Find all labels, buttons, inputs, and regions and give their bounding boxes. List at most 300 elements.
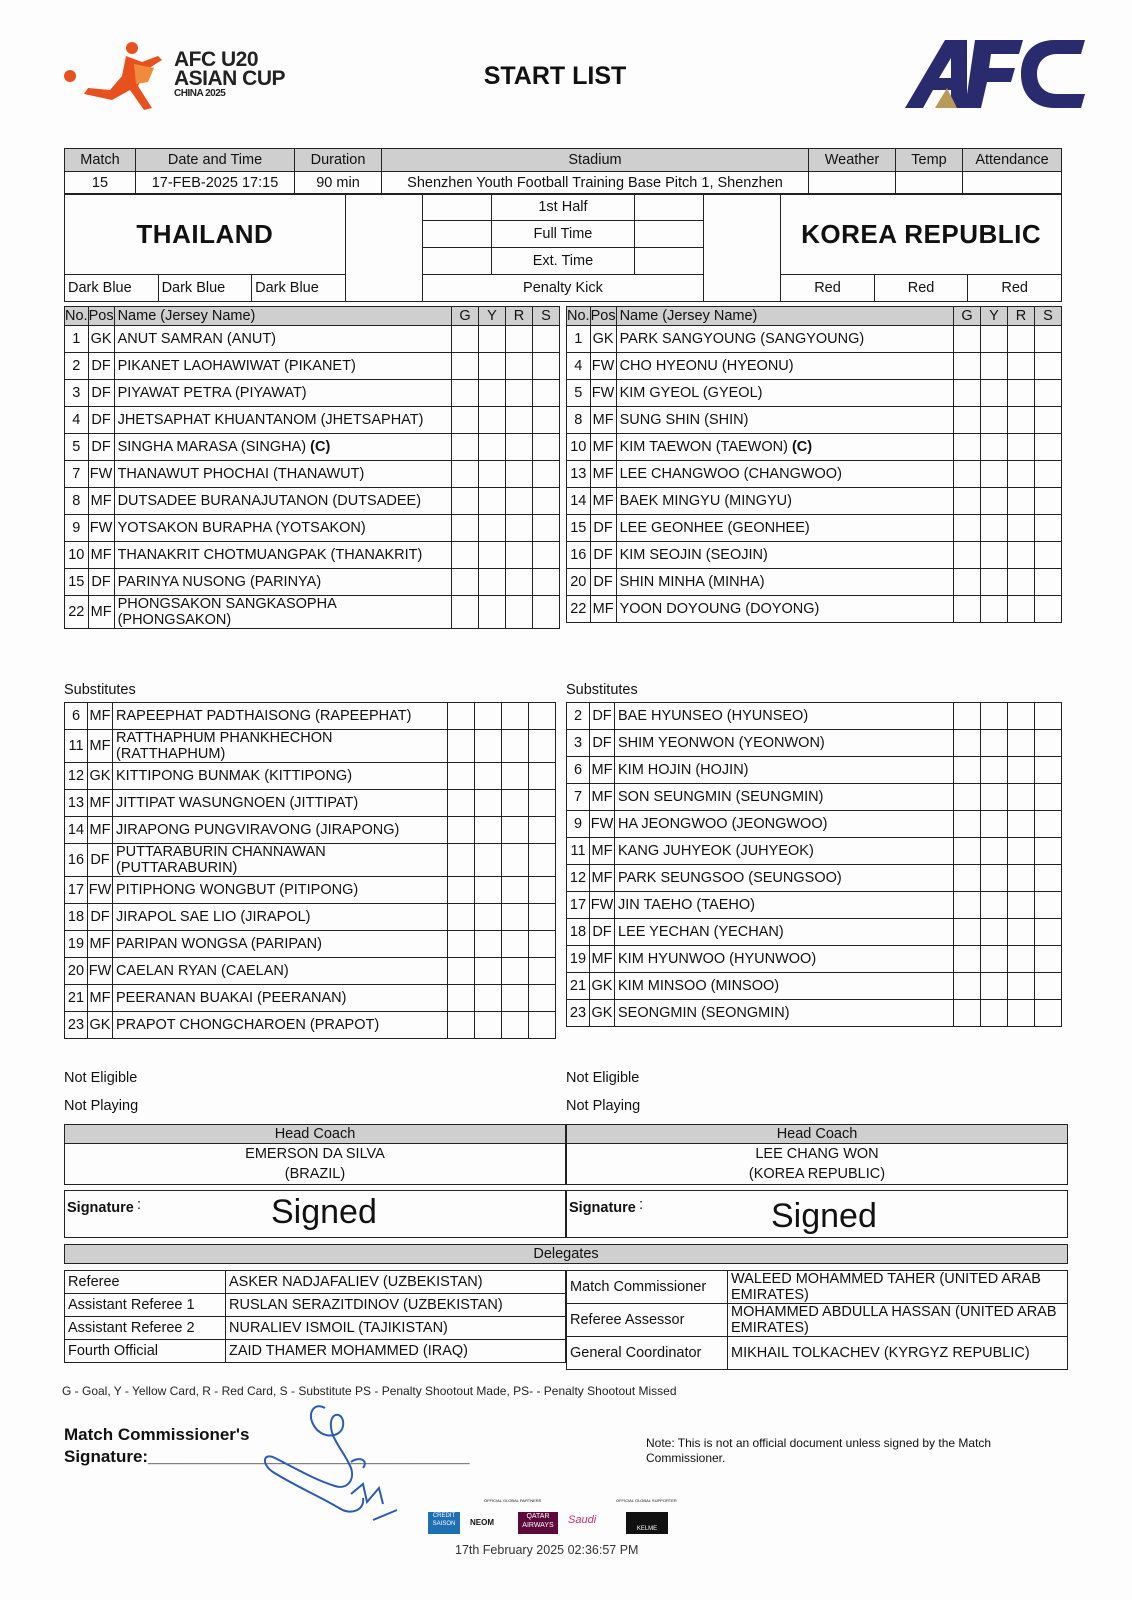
player-name-cell xyxy=(113,1012,448,1039)
yellow-cell xyxy=(981,784,1008,811)
sub-cell xyxy=(1035,542,1062,569)
stadium-name: Shenzhen Youth Football Training Base Pitch 1, Shenzhen xyxy=(382,172,809,195)
goal-cell xyxy=(954,407,981,434)
player-position: GK xyxy=(590,1000,615,1027)
player-name: KITTIPONG BUNMAK (KITTIPONG) xyxy=(116,768,353,784)
sub-cell xyxy=(1035,596,1062,623)
player-number: 7 xyxy=(567,784,590,811)
player-row xyxy=(567,838,1062,865)
goal-cell xyxy=(954,596,981,623)
player-row xyxy=(65,353,560,380)
player-position: DF xyxy=(590,730,615,757)
red-cell xyxy=(502,1012,529,1039)
header-no: No. xyxy=(567,308,590,324)
goal-cell xyxy=(452,596,479,629)
player-name-cell xyxy=(113,790,448,817)
goal-cell xyxy=(448,703,475,730)
player-row xyxy=(567,730,1062,757)
sponsor-qatar-airways: QATAR AIRWAYS xyxy=(518,1512,558,1534)
player-number: 15 xyxy=(65,569,89,596)
sub-cell xyxy=(1035,515,1062,542)
player-position: FW xyxy=(88,515,114,542)
player-number: 4 xyxy=(65,407,89,434)
sub-cell xyxy=(1035,380,1062,407)
player-name: ANUT SAMRAN (ANUT) xyxy=(117,331,277,347)
score-label-full-time: Full Time xyxy=(491,221,635,248)
yellow-cell xyxy=(475,844,502,877)
player-number: 6 xyxy=(65,703,88,730)
player-name: KANG JUHYEOK (JUHYEOK) xyxy=(618,843,814,859)
afc-logo-icon xyxy=(905,36,1095,116)
red-cell xyxy=(502,844,529,877)
player-name-cell xyxy=(616,353,953,380)
goal-cell xyxy=(954,811,981,838)
red-cell xyxy=(1008,353,1035,380)
red-cell xyxy=(1008,434,1035,461)
player-row xyxy=(65,817,556,844)
away-kit-3: Red xyxy=(968,275,1062,302)
sub-cell xyxy=(1035,811,1062,838)
red-cell xyxy=(502,790,529,817)
sub-cell xyxy=(1035,973,1062,1000)
header-g: G xyxy=(452,307,479,326)
delegate-role: Match Commissioner xyxy=(567,1271,728,1304)
player-row xyxy=(567,946,1062,973)
goal-cell xyxy=(448,958,475,985)
yellow-cell xyxy=(981,353,1008,380)
sub-cell xyxy=(1035,488,1062,515)
home-kit-2: Dark Blue xyxy=(158,275,252,302)
yellow-cell xyxy=(981,380,1008,407)
home-coach-name: EMERSON DA SILVA xyxy=(65,1144,566,1165)
player-number: 20 xyxy=(567,569,591,596)
player-position: MF xyxy=(590,865,615,892)
goal-cell xyxy=(954,461,981,488)
yellow-cell xyxy=(981,326,1008,353)
player-name-cell xyxy=(113,958,448,985)
player-number: 7 xyxy=(65,461,89,488)
match-number: 15 xyxy=(65,172,136,195)
yellow-cell xyxy=(981,892,1008,919)
sub-cell xyxy=(529,877,556,904)
player-position: FW xyxy=(88,461,114,488)
delegate-name: ASKER NADJAFALIEV (UZBEKISTAN) xyxy=(226,1271,566,1294)
sub-cell xyxy=(533,515,560,542)
sub-cell xyxy=(529,904,556,931)
header-name-jersey-name: Name (Jersey Name) xyxy=(616,307,953,326)
sub-cell xyxy=(529,844,556,877)
player-name: KIM MINSOO (MINSOO) xyxy=(618,978,780,994)
red-cell xyxy=(502,703,529,730)
goal-cell xyxy=(954,353,981,380)
player-name: LEE GEONHEE (GEONHEE) xyxy=(619,520,810,536)
player-position: FW xyxy=(590,892,615,919)
player-name: LEE CHANGWOO (CHANGWOO) xyxy=(619,466,842,482)
player-position: MF xyxy=(88,817,113,844)
delegate-row xyxy=(567,1271,1068,1304)
red-cell xyxy=(502,730,529,763)
away-substitutes-caption: Substitutes xyxy=(566,682,638,698)
player-row xyxy=(65,380,560,407)
delegate-row xyxy=(65,1317,566,1340)
player-row xyxy=(65,569,560,596)
player-name: SEONGMIN (SEONGMIN) xyxy=(618,1005,790,1021)
player-row xyxy=(65,844,556,877)
player-name: THANAWUT PHOCHAI (THANAWUT) xyxy=(117,466,365,482)
player-row xyxy=(65,434,560,461)
player-number: 11 xyxy=(65,730,88,763)
yellow-cell xyxy=(981,946,1008,973)
yellow-cell xyxy=(479,542,506,569)
player-position: MF xyxy=(88,730,113,763)
player-name: THANAKRIT CHOTMUANGPAK (THANAKRIT) xyxy=(117,547,423,563)
sub-cell xyxy=(533,569,560,596)
goal-cell xyxy=(448,985,475,1012)
player-name-cell xyxy=(615,811,954,838)
yellow-cell xyxy=(475,703,502,730)
yellow-cell xyxy=(981,757,1008,784)
away-starters-table xyxy=(566,306,1062,623)
goal-cell xyxy=(954,380,981,407)
player-row xyxy=(65,407,560,434)
header-name-jersey-name: Name (Jersey Name) xyxy=(114,307,451,326)
header-y: Y xyxy=(981,307,1008,326)
player-name: JIN TAEHO (TAEHO) xyxy=(618,897,755,913)
sub-cell xyxy=(533,596,560,629)
goal-cell xyxy=(448,817,475,844)
player-name-cell xyxy=(616,407,953,434)
player-position: MF xyxy=(88,596,114,629)
sub-cell xyxy=(1035,865,1062,892)
player-row xyxy=(567,569,1062,596)
home-not-playing: Not Playing xyxy=(64,1098,139,1114)
player-name: KIM TAEWON (TAEWON) xyxy=(619,439,788,455)
player-name-cell xyxy=(113,931,448,958)
event-logo-line1: AFC U20 xyxy=(174,48,259,71)
away-team-name: KOREA REPUBLIC xyxy=(781,194,1062,275)
header-g: G xyxy=(954,307,981,326)
player-name-cell xyxy=(615,1000,954,1027)
sub-cell xyxy=(529,958,556,985)
player-name: JIRAPONG PUNGVIRAVONG (JIRAPONG) xyxy=(116,822,400,838)
home-starters-table xyxy=(64,306,560,629)
away-not-playing: Not Playing xyxy=(566,1098,641,1114)
yellow-cell xyxy=(981,703,1008,730)
player-position: DF xyxy=(590,919,615,946)
away-kit-2: Red xyxy=(874,275,968,302)
yellow-cell xyxy=(479,434,506,461)
player-position: DF xyxy=(590,703,615,730)
player-number: 12 xyxy=(567,865,590,892)
goal-cell xyxy=(954,892,981,919)
red-cell xyxy=(506,542,533,569)
away-substitutes-table xyxy=(566,702,1062,1027)
yellow-cell xyxy=(475,958,502,985)
red-cell xyxy=(506,434,533,461)
player-name-cell xyxy=(114,461,451,488)
goal-cell xyxy=(954,730,981,757)
player-position: DF xyxy=(590,515,616,542)
player-number: 8 xyxy=(65,488,89,515)
goal-cell xyxy=(452,542,479,569)
away-not-eligible: Not Eligible xyxy=(566,1070,640,1086)
player-position: MF xyxy=(88,488,114,515)
player-name: SUNG SHIN (SHIN) xyxy=(619,412,749,428)
goal-cell xyxy=(448,904,475,931)
player-position: DF xyxy=(590,542,616,569)
player-row xyxy=(65,985,556,1012)
player-name-cell xyxy=(615,892,954,919)
yellow-cell xyxy=(981,488,1008,515)
goal-cell xyxy=(954,703,981,730)
delegate-name: MOHAMMED ABDULLA HASSAN (UNITED ARAB EMIRATES) xyxy=(728,1304,1068,1337)
player-position: MF xyxy=(590,461,616,488)
player-position: MF xyxy=(88,703,113,730)
goal-cell xyxy=(954,488,981,515)
header-r: R xyxy=(506,307,533,326)
player-name-cell xyxy=(114,596,451,629)
player-name-cell xyxy=(113,844,448,877)
weather-value xyxy=(809,172,896,195)
yellow-cell xyxy=(981,730,1008,757)
player-position: DF xyxy=(590,569,616,596)
player-name: PARINYA NUSONG (PARINYA) xyxy=(117,574,322,590)
red-cell xyxy=(1008,596,1035,623)
away-signature-box xyxy=(566,1190,1068,1238)
delegate-name: ZAID THAMER MOHAMMED (IRAQ) xyxy=(226,1340,566,1363)
player-name: PARIPAN WONGSA (PARIPAN) xyxy=(116,936,322,952)
player-position: MF xyxy=(590,407,616,434)
player-number: 1 xyxy=(65,326,89,353)
header-pos: Pos xyxy=(590,308,616,324)
player-number: 6 xyxy=(567,757,590,784)
player-name-cell xyxy=(616,569,953,596)
player-number: 22 xyxy=(567,596,591,623)
player-name: KIM HYUNWOO (HYUNWOO) xyxy=(618,951,817,967)
handwritten-signature xyxy=(255,1398,425,1538)
player-position: MF xyxy=(590,434,616,461)
player-number: 23 xyxy=(567,1000,590,1027)
player-position: MF xyxy=(590,946,615,973)
sub-cell xyxy=(1035,407,1062,434)
player-row xyxy=(65,931,556,958)
yellow-cell xyxy=(475,763,502,790)
player-number: 18 xyxy=(567,919,590,946)
yellow-cell xyxy=(981,434,1008,461)
player-row xyxy=(567,326,1062,353)
delegate-row xyxy=(65,1294,566,1317)
player-name-cell xyxy=(114,515,451,542)
event-logo xyxy=(62,38,312,118)
global-supporter-label: OFFICIAL GLOBAL SUPPORTER xyxy=(616,1498,677,1503)
red-cell xyxy=(506,353,533,380)
red-cell xyxy=(1008,488,1035,515)
player-position: MF xyxy=(88,985,113,1012)
player-name: HA JEONGWOO (JEONGWOO) xyxy=(618,816,828,832)
player-row xyxy=(567,380,1062,407)
yellow-cell xyxy=(475,931,502,958)
yellow-cell xyxy=(475,904,502,931)
sub-cell xyxy=(1035,784,1062,811)
delegate-role: Fourth Official xyxy=(65,1340,226,1363)
player-row xyxy=(567,596,1062,623)
player-position: FW xyxy=(590,380,616,407)
player-number: 13 xyxy=(567,461,591,488)
yellow-cell xyxy=(981,865,1008,892)
red-cell xyxy=(1008,811,1035,838)
match-duration: 90 min xyxy=(295,172,382,195)
player-name: PARK SANGYOUNG (SANGYOUNG) xyxy=(619,331,865,347)
home-coach-country: (BRAZIL) xyxy=(65,1164,566,1185)
goal-cell xyxy=(448,790,475,817)
delegate-row xyxy=(567,1337,1068,1370)
delegate-row xyxy=(65,1271,566,1294)
player-name: SINGHA MARASA (SINGHA) xyxy=(117,439,307,455)
player-name: CAELAN RYAN (CAELAN) xyxy=(116,963,289,979)
yellow-cell xyxy=(981,515,1008,542)
teams-table xyxy=(64,193,1062,302)
goal-cell xyxy=(452,461,479,488)
home-not-eligible: Not Eligible xyxy=(64,1070,138,1086)
commissioner-signature-line1: Match Commissioner's xyxy=(64,1425,250,1444)
goal-cell xyxy=(954,434,981,461)
home-substitutes-caption: Substitutes xyxy=(64,682,136,698)
yellow-cell xyxy=(981,461,1008,488)
yellow-cell xyxy=(475,985,502,1012)
player-name-cell xyxy=(114,380,451,407)
player-name-cell xyxy=(114,434,451,461)
player-row xyxy=(567,892,1062,919)
player-position: FW xyxy=(590,811,615,838)
red-cell xyxy=(1008,569,1035,596)
sub-cell xyxy=(1035,946,1062,973)
player-row xyxy=(567,461,1062,488)
home-coach-table xyxy=(64,1124,566,1185)
temp-label: Temp xyxy=(896,149,963,172)
commissioner-signature-line2: Signature:__________________________________ xyxy=(64,1447,470,1466)
goal-cell xyxy=(954,1000,981,1027)
player-name: PEERANAN BUAKAI (PEERANAN) xyxy=(116,990,347,1006)
goal-cell xyxy=(954,326,981,353)
player-name-cell xyxy=(113,877,448,904)
player-number: 23 xyxy=(65,1012,88,1039)
player-name: PUTTARABURIN CHANNAWAN (PUTTARABURIN) xyxy=(116,844,326,876)
player-row xyxy=(567,757,1062,784)
red-cell xyxy=(1008,326,1035,353)
red-cell xyxy=(1008,865,1035,892)
player-name-cell xyxy=(113,985,448,1012)
player-name-cell xyxy=(113,817,448,844)
player-name: JIRAPOL SAE LIO (JIRAPOL) xyxy=(116,909,311,925)
player-position: DF xyxy=(88,844,113,877)
player-name: RAPEEPHAT PADTHAISONG (RAPEEPHAT) xyxy=(116,708,412,724)
player-number: 12 xyxy=(65,763,88,790)
player-position: GK xyxy=(590,973,615,1000)
player-name: PITIPHONG WONGBUT (PITIPONG) xyxy=(116,882,359,898)
sponsor-kelme: KELME xyxy=(626,1512,668,1534)
player-name-cell xyxy=(616,380,953,407)
captain-badge: (C) xyxy=(310,439,331,455)
yellow-cell xyxy=(479,569,506,596)
red-cell xyxy=(1008,757,1035,784)
yellow-cell xyxy=(479,488,506,515)
yellow-cell xyxy=(479,461,506,488)
goal-cell xyxy=(448,730,475,763)
player-row xyxy=(567,811,1062,838)
player-name-cell xyxy=(114,326,451,353)
official-note: Note: This is not an official document unless signed by the Match Commissioner. xyxy=(646,1436,992,1465)
player-position: GK xyxy=(88,326,114,353)
goal-cell xyxy=(448,931,475,958)
red-cell xyxy=(1008,380,1035,407)
yellow-cell xyxy=(475,877,502,904)
player-number: 8 xyxy=(567,407,591,434)
player-name-cell xyxy=(616,326,953,353)
sub-cell xyxy=(1035,730,1062,757)
sub-cell xyxy=(1035,838,1062,865)
player-name: KIM SEOJIN (SEOJIN) xyxy=(619,547,768,563)
delegate-role: General Coordinator xyxy=(567,1337,728,1370)
player-number: 22 xyxy=(65,596,89,629)
date-time-label: Date and Time xyxy=(136,149,295,172)
sponsor-neom: NEOM xyxy=(470,1518,494,1527)
sub-cell xyxy=(529,703,556,730)
player-row xyxy=(567,703,1062,730)
afc-logo xyxy=(905,36,1095,116)
player-number: 1 xyxy=(567,326,591,353)
player-name: PIYAWAT PETRA (PIYAWAT) xyxy=(117,385,307,401)
red-cell xyxy=(506,407,533,434)
player-name: PARK SEUNGSOO (SEUNGSOO) xyxy=(618,870,842,886)
red-cell xyxy=(502,817,529,844)
player-position: FW xyxy=(88,877,113,904)
away-signature-value: Signed xyxy=(771,1197,877,1235)
player-position: GK xyxy=(88,763,113,790)
player-row xyxy=(65,515,560,542)
home-substitutes-table xyxy=(64,702,556,1039)
red-cell xyxy=(1008,892,1035,919)
delegate-role: Referee xyxy=(65,1271,226,1294)
sub-cell xyxy=(529,931,556,958)
player-number: 4 xyxy=(567,353,591,380)
player-position: DF xyxy=(88,569,114,596)
goal-cell xyxy=(954,838,981,865)
duration-label: Duration xyxy=(295,149,382,172)
red-cell xyxy=(506,326,533,353)
red-cell xyxy=(1008,542,1035,569)
header-s: S xyxy=(533,307,560,326)
sub-cell xyxy=(529,763,556,790)
player-position: MF xyxy=(88,542,114,569)
yellow-cell xyxy=(479,326,506,353)
sponsor-credit-saison: CREDIT SAISON xyxy=(428,1512,460,1534)
player-name: SHIN MINHA (MINHA) xyxy=(619,574,765,590)
player-name-cell xyxy=(616,542,953,569)
red-cell xyxy=(502,763,529,790)
red-cell xyxy=(1008,515,1035,542)
temp-value xyxy=(896,172,963,195)
player-name-cell xyxy=(616,515,953,542)
player-row xyxy=(65,790,556,817)
sub-cell xyxy=(533,434,560,461)
player-name: JITTIPAT WASUNGNOEN (JITTIPAT) xyxy=(116,795,359,811)
player-number: 15 xyxy=(567,515,591,542)
goal-cell xyxy=(954,973,981,1000)
delegate-role: Assistant Referee 1 xyxy=(65,1294,226,1317)
player-name-cell xyxy=(114,542,451,569)
player-row xyxy=(65,904,556,931)
player-row xyxy=(567,353,1062,380)
